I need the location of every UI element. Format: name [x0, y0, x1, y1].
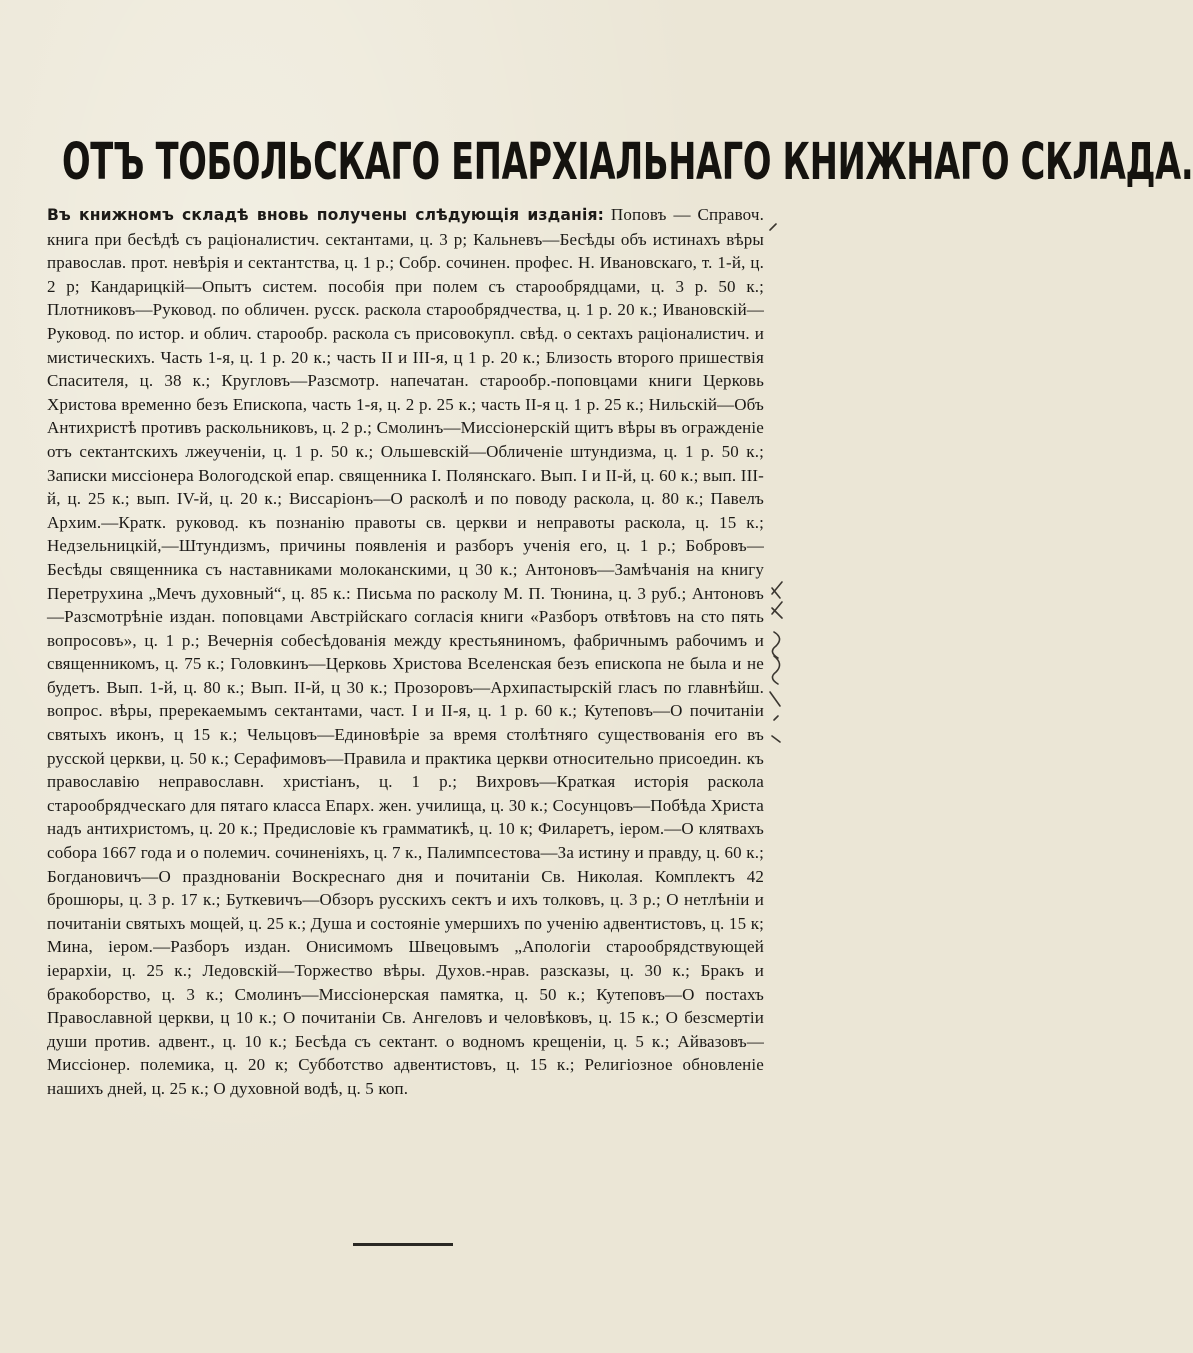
margin-pencil-marks: [764, 222, 794, 742]
margin-marks-drawing: [764, 222, 794, 742]
book-list-text: Поповъ — Справоч. книга при бесѣдѣ съ раціоналистич. сектантами, ц. 3 р; Кальневъ—Бесѣды объ истинахъ вѣры православ. прот. невѣрія и сектантства, ц. 1 р.; Собр. сочинен. профес. Н. Ивановскаго, т. 1-й, ц. 2 р; Кандарицкій—Опытъ систем. пособія при полем съ старообрядцами, ц. 3 р. 50 к.; Плотниковъ—Руковод. по обличен. русск. раскола старообрядчества, ц. 1 р. 20 к.; Ивановскій—Руковод. по истор. и облич. старообр. раскола съ присовокупл. свѣд. о сектахъ раціоналистич. и мистическихъ. Часть 1-я, ц. 1 р. 20 к.; часть II и III-я, ц 1 р. 20 к.; Близость второго пришествія Спасителя, ц. 38 к.; Кругловъ—Разсмотр. напечатан. старообр.-поповцами книги Церковь Христова временно безъ Епископа, часть 1-я, ц. 2 р. 25 к.; часть II-я ц. 1 р. 25 к.; Нильскій—Объ Антихристѣ противъ раскольниковъ, ц. 2 р.; Смолинъ—Миссіонерскій щитъ вѣры въ огражденіе отъ сектантскихъ лжеученіи, ц. 1 р. 50 к.; Ольшевскій—Обличеніе штундизма, ц. 1 р. 50 к.; Записки миссіонера Вологодской епар. священника І. Полянскаго. Вып. I и II-й, ц. 60 к.; вып. III-й, ц. 25 к.; вып. IV-й, ц. 20 к.; Виссаріонъ—О расколѣ и по поводу раскола, ц. 80 к.; Павелъ Архим.—Кратк. руковод. къ познанію правоты св. церкви и неправоты раскола, ц. 15 к.; Недзельницкій,—Штундизмъ, причины появленія и разборъ ученія его, ц. 1 р.; Бобровъ—Бесѣды священника съ наставниками молоканскими, ц 30 к.; Антоновъ—Замѣчанія на книгу Перетрухина „Мечъ духовный“, ц. 85 к.: Письма по расколу М. П. Тюнина, ц. 3 руб.; Антоновъ—Разсмотрѣніе издан. поповцами Австрійскаго согласія книги «Разборъ отвѣтовъ на сто пять вопросовъ», ц. 1 р.; Вечернія собесѣдованія между крестьяниномъ, фабричнымъ рабочимъ и священникомъ, ц. 75 к.; Головкинъ—Церковь Христова Вселенская безъ епископа не была и не будетъ. Вып. 1-й, ц. 80 к.; Вып. II-й, ц 30 к.; Прозоровъ—Архипастырскій гласъ по главнѣйш. вопрос. вѣры, пререкаемымъ сектантами, част. I и II-я, ц. 1 р. 60 к.; Кутеповъ—О почитаніи святыхъ иконъ, ц 15 к.; Чельцовъ—Единовѣріе за время столѣтняго существованія его въ русской церкви, ц. 50 к.; Серафимовъ—Правила и практика церкви относительно присоедин. къ православію неправославн. христіанъ, ц. 1 р.; Вихровъ—Краткая исторія раскола старообрядческаго для пятаго класса Епарх. жен. училища, ц. 30 к.; Сосунцовъ—Побѣда Христа надъ антихристомъ, ц. 20 к.; Предисловіе къ грамматикѣ, ц. 10 к; Филаретъ, іером.—О клятвахъ собора 1667 года и о полемич. сочиненіяхъ, ц. 7 к., Палимпсестова—За истину и правду, ц. 60 к.; Богдановичъ—О празднованіи Воскреснаго дня и почитаніи Св. Николая. Комплектъ 42 брошюры, ц. 3 р. 17 к.; Буткевичъ—Обзоръ русскихъ сектъ и ихъ толковъ, ц. 3 р.; О нетлѣніи и почитаніи святыхъ мощей, ц. 25 к.; Душа и состояніе умершихъ по ученію адвентистовъ, ц. 15 к; Мина, іером.—Разборъ издан. Онисимомъ Швецовымъ „Апологіи старообрядствующей іерархіи, ц. 25 к.; Ледовскій—Торжество вѣры. Духов.-нрав. разсказы, ц. 30 к.; Бракъ и бракоборство, ц. 3 к.; Смолинъ—Миссіонерская памятка, ц. 50 к.; Кутеповъ—О постахъ Православной церкви, ц 10 к.; О почитаніи Св. Ангеловъ и человѣковъ, ц. 15 к.; О безсмертіи души против. адвент., ц. 10 к.; Бесѣда съ сектант. о водномъ крещеніи, ц. 5 к.; Айвазовъ—Миссіонер. полемика, ц. 20 к; Субботство адвентистовъ, ц. 15 к.; Религіозное обновленіе нашихъ дней, ц. 25 к.; О духовной водѣ, ц. 5 коп.: [47, 205, 764, 1098]
closing-rule: [353, 1243, 453, 1246]
lead-phrase: Въ книжномъ складѣ вновь получены слѣдующія изданія:: [47, 206, 605, 224]
body-paragraph: [47, 203, 764, 1101]
page-title: ОТЪ ТОБОЛЬСКАГО ЕПАРХІАЛЬНАГО КНИЖНАГО СКЛАДА.: [62, 133, 1193, 192]
